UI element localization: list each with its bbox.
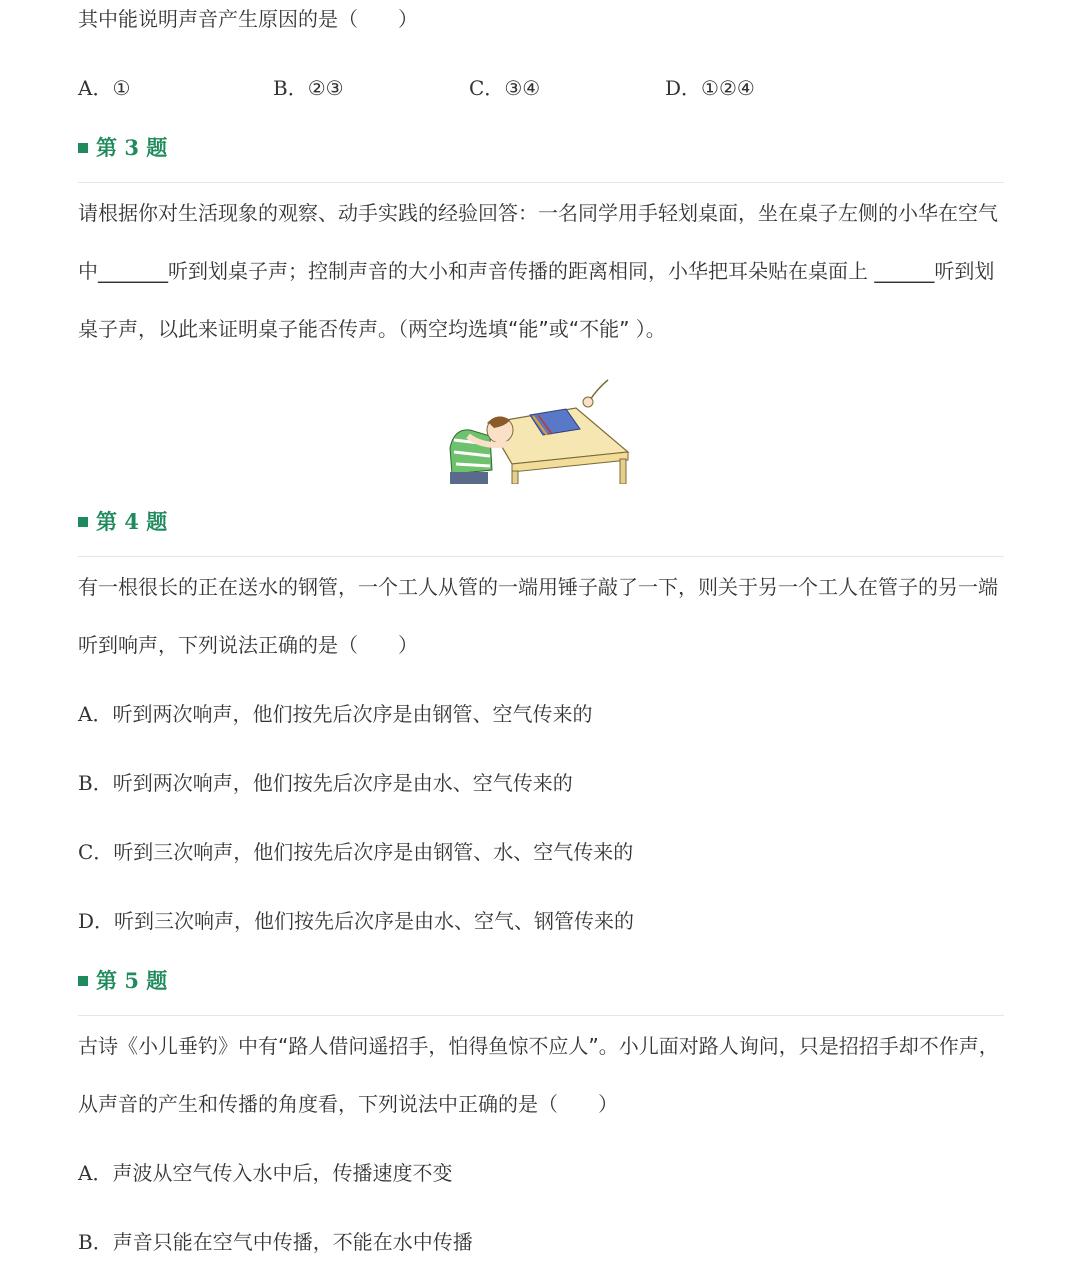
q3-stem-line-2: 中_______听到划桌子声；控制声音的大小和声音传播的距离相同，小华把耳朵贴在桌面上 ______听到划 — [78, 259, 995, 283]
heading-number: 4 — [124, 509, 139, 534]
square-bullet-icon — [78, 517, 88, 527]
q4-heading — [78, 507, 167, 537]
q2-stem-tail: 其中能说明声音产生原因的是（ ） — [78, 7, 418, 31]
heading-suffix: 题 — [146, 969, 168, 993]
heading-prefix: 第 — [96, 510, 117, 534]
q3-divider — [78, 182, 1004, 183]
q3-stem-line-3: 桌子声，以此来证明桌子能否传声。（两空均选填“能”或“不能” ）。 — [78, 317, 666, 341]
option-letter: D． — [665, 76, 702, 100]
heading-prefix: 第 — [96, 969, 117, 993]
q5-option-b[interactable] — [78, 1228, 473, 1256]
q4-stem-line-1: 有一根很长的正在送水的钢管，一个工人从管的一端用锤子敲了一下，则关于另一个工人在管子的另一端 — [78, 575, 998, 599]
q5-stem-line-2: 从声音的产生和传播的角度看，下列说法中正确的是（ ） — [78, 1092, 618, 1116]
q4-option-c[interactable] — [78, 838, 633, 866]
option-letter: A． — [78, 76, 113, 100]
option-text: ① — [112, 76, 131, 100]
q3-illustration — [448, 378, 630, 484]
child-ear-on-desk-illustration — [448, 378, 630, 484]
q3-stem-line-1: 请根据你对生活现象的观察、动手实践的经验回答：一名同学用手轻划桌面，坐在桌子左侧的小华在空气 — [78, 201, 998, 225]
q4-divider — [78, 556, 1004, 557]
option-letter: B． — [78, 1230, 113, 1254]
heading-number: 3 — [124, 135, 139, 160]
option-letter: C． — [469, 76, 505, 100]
q2-option-c[interactable] — [469, 74, 540, 102]
heading-suffix: 题 — [146, 136, 168, 160]
q4-stem-line-2: 听到响声，下列说法正确的是（ ） — [78, 633, 418, 657]
heading-suffix: 题 — [146, 510, 168, 534]
option-text: 声波从空气传入水中后，传播速度不变 — [112, 1161, 453, 1185]
option-text: 听到两次响声，他们按先后次序是由水、空气传来的 — [112, 771, 573, 795]
heading-prefix: 第 — [96, 136, 117, 160]
option-text: ③④ — [504, 76, 541, 100]
option-text: 声音只能在空气中传播，不能在水中传播 — [112, 1230, 473, 1254]
q4-option-b[interactable] — [78, 769, 573, 797]
square-bullet-icon — [78, 976, 88, 986]
q4-option-a[interactable] — [78, 700, 592, 728]
option-text: ①②④ — [701, 76, 755, 100]
square-bullet-icon — [78, 143, 88, 153]
q5-option-a[interactable] — [78, 1159, 452, 1187]
option-text: 听到三次响声，他们按先后次序是由水、空气、钢管传来的 — [114, 909, 635, 933]
heading-number: 5 — [124, 968, 139, 993]
option-text: 听到三次响声，他们按先后次序是由钢管、水、空气传来的 — [113, 840, 634, 864]
option-letter: A． — [78, 1161, 113, 1185]
option-text: 听到两次响声，他们按先后次序是由钢管、空气传来的 — [112, 702, 593, 726]
q2-option-a[interactable] — [78, 74, 130, 102]
q5-stem-line-1: 古诗《小儿垂钓》中有“路人借问遥招手，怕得鱼惊不应人”。小儿面对路人询问，只是招招手却不作声， — [78, 1034, 999, 1058]
q2-option-b[interactable] — [273, 74, 344, 102]
q5-divider — [78, 1015, 1004, 1016]
q2-option-d[interactable] — [665, 74, 755, 102]
option-letter: B． — [273, 76, 308, 100]
option-letter: C． — [78, 840, 114, 864]
option-letter: B． — [78, 771, 113, 795]
option-letter: A． — [78, 702, 113, 726]
option-letter: D． — [78, 909, 115, 933]
q3-heading — [78, 133, 167, 163]
q4-option-d[interactable] — [78, 907, 634, 935]
q5-heading — [78, 966, 167, 996]
option-text: ②③ — [307, 76, 344, 100]
